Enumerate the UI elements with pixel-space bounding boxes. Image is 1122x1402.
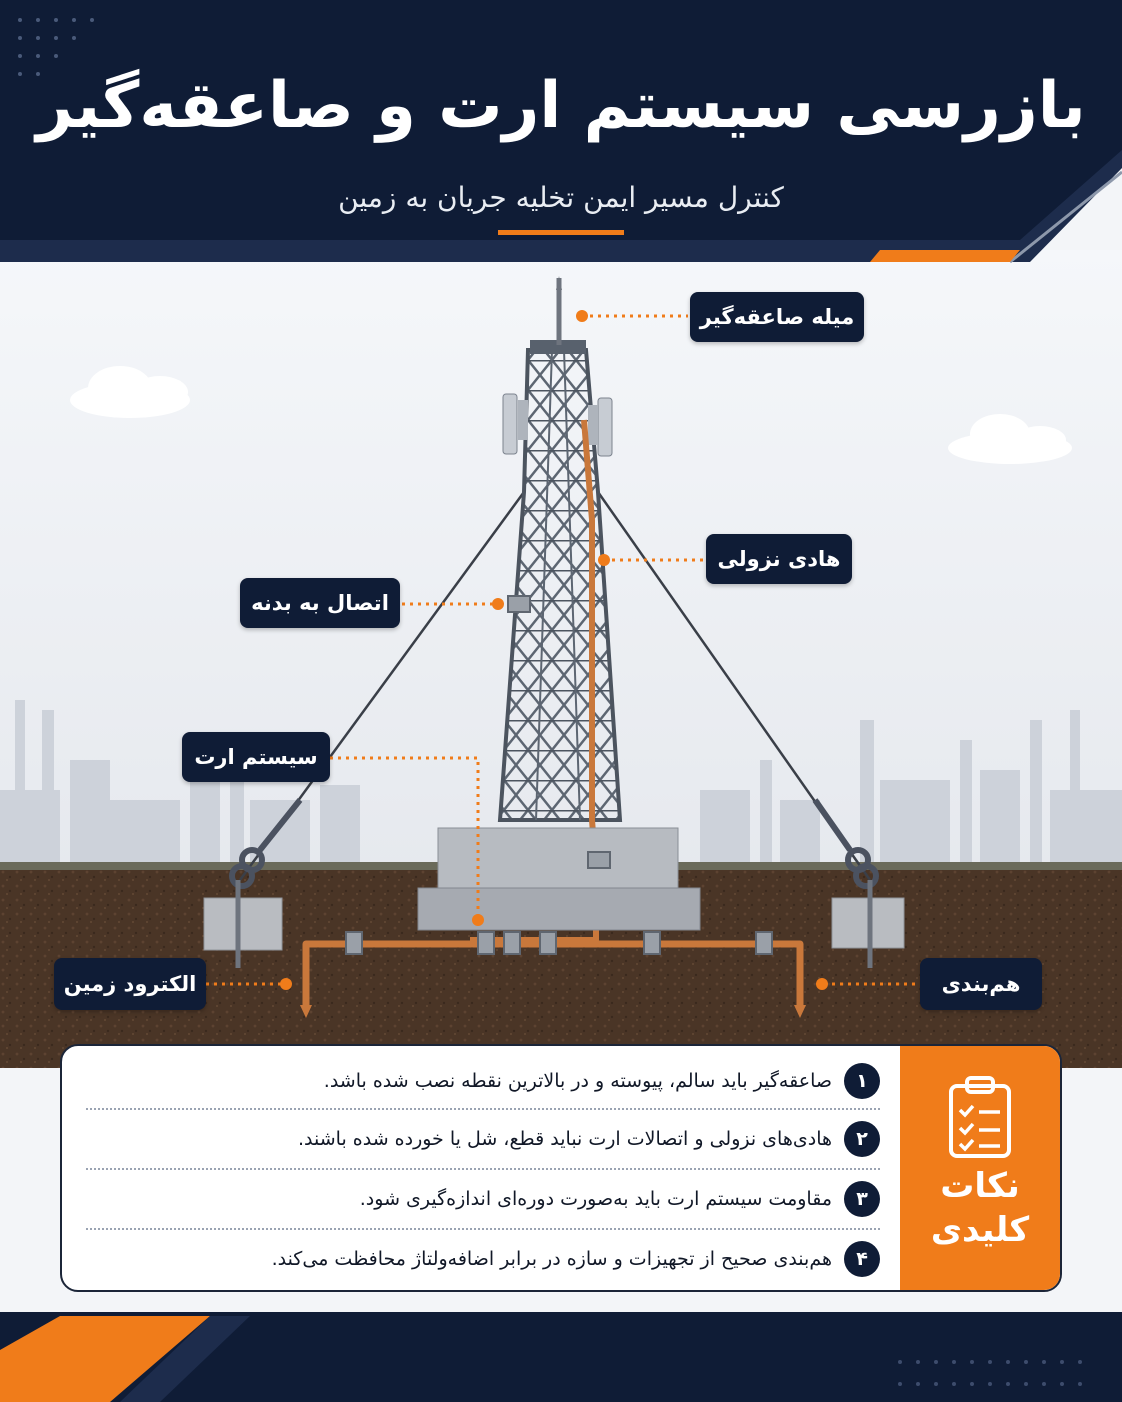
concrete-foundation xyxy=(418,828,700,930)
page-title: بازرسی سیستم ارت و صاعقه‌گیر xyxy=(36,69,1086,143)
label-down-conductor: هادی نزولی xyxy=(706,534,852,584)
key-point-number: ۳ xyxy=(844,1181,880,1217)
label-earthing-system: سیستم ارت xyxy=(182,732,330,782)
key-point-text: هم‌بندی صحیح از تجهیزات و سازه در برابر اضافه‌ولتاژ محافظت می‌کند. xyxy=(271,1248,832,1270)
label-equipotential-bonding: هم‌بندی xyxy=(920,958,1042,1010)
key-point-number: ۴ xyxy=(844,1241,880,1277)
subtitle-underline xyxy=(498,230,624,235)
key-point-text: صاعقه‌گیر باید سالم، پیوسته و در بالاترین نقطه نصب شده باشد. xyxy=(323,1070,832,1092)
key-point-text: مقاومت سیستم ارت باید به‌صورت دوره‌ای اندازه‌گیری شود. xyxy=(359,1188,832,1210)
key-point-item xyxy=(88,1170,880,1228)
lattice-tower xyxy=(500,340,620,820)
key-point-item xyxy=(88,1052,880,1110)
antenna-panel-right xyxy=(598,398,612,456)
antenna-panel-left xyxy=(503,394,517,454)
key-point-text: هادی‌های نزولی و اتصالات ارت نباید قطع، شل یا خورده شده باشند. xyxy=(297,1128,832,1150)
key-points-card xyxy=(60,1044,1062,1292)
header-orange-stripe xyxy=(870,250,1020,262)
key-point-item xyxy=(88,1110,880,1168)
key-point-number: ۲ xyxy=(844,1121,880,1157)
key-points-header xyxy=(900,1046,1060,1290)
key-points-title: نکات کلیدی xyxy=(930,1166,1030,1251)
anchor-block-left xyxy=(204,898,282,950)
label-ground-electrode: الکترود زمین xyxy=(54,958,206,1010)
page-subtitle: کنترل مسیر ایمن تخلیه جریان به زمین xyxy=(338,181,784,214)
label-lightning-rod: میله صاعقه‌گیر xyxy=(690,292,864,342)
label-bonding-connection: اتصال به بدنه xyxy=(240,578,400,628)
key-point-item xyxy=(88,1230,880,1288)
clipboard-checklist-icon xyxy=(945,1076,1015,1160)
key-point-number: ۱ xyxy=(844,1063,880,1099)
